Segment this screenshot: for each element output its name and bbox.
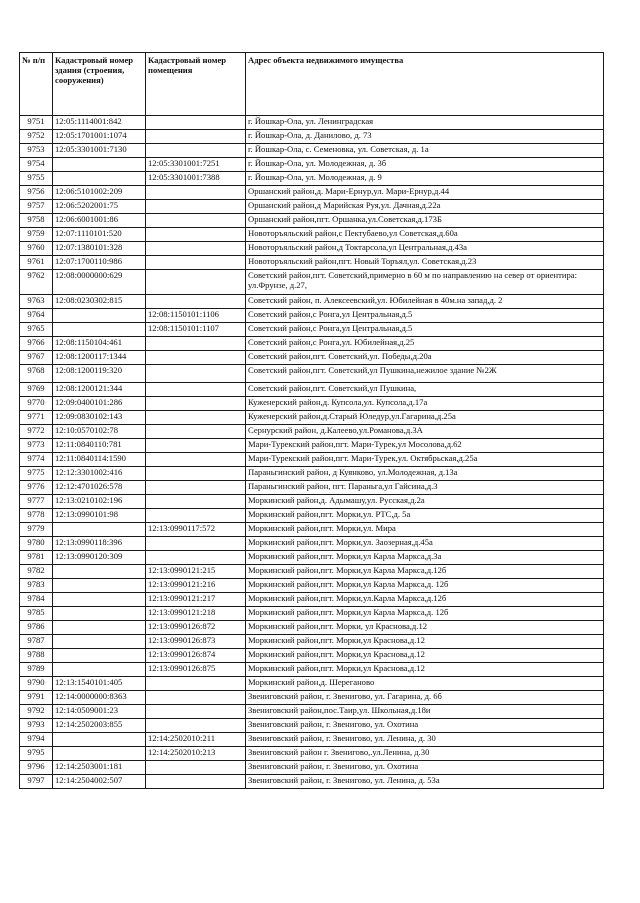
cell-number: 9754 bbox=[20, 158, 53, 172]
cell-building-cadastral bbox=[53, 158, 146, 172]
cell-address: Советский район,с Ронга,ул Центральная,д.5 bbox=[246, 323, 604, 337]
table-row bbox=[20, 270, 604, 295]
cell-address: Моркинский район,пгт. Морки,ул Карла Маркса,д. 12б bbox=[246, 607, 604, 621]
cell-room-cadastral bbox=[146, 144, 246, 158]
cell-building-cadastral bbox=[53, 323, 146, 337]
cell-room-cadastral bbox=[146, 337, 246, 351]
cell-number: 9790 bbox=[20, 677, 53, 691]
cell-number: 9787 bbox=[20, 635, 53, 649]
cell-address: Звениговский район, г. Звенигово, ул. Ленина, д. 30 bbox=[246, 733, 604, 747]
cell-room-cadastral bbox=[146, 214, 246, 228]
cell-building-cadastral bbox=[53, 621, 146, 635]
cell-number: 9756 bbox=[20, 186, 53, 200]
cell-building-cadastral: 12:14:0509001:23 bbox=[53, 705, 146, 719]
cell-room-cadastral bbox=[146, 242, 246, 256]
header-room-cadastral: Кадастровый номер помещения bbox=[146, 53, 246, 116]
cell-room-cadastral bbox=[146, 365, 246, 383]
table-row bbox=[20, 365, 604, 383]
cell-number: 9782 bbox=[20, 565, 53, 579]
table-row bbox=[20, 495, 604, 509]
table-row bbox=[20, 351, 604, 365]
cell-number: 9758 bbox=[20, 214, 53, 228]
cell-number: 9778 bbox=[20, 509, 53, 523]
cell-address: Советский район,пгт. Советский,примерно в 60 м по направлению на север от ориентира: ул.Фрунзе, д.27, bbox=[246, 270, 604, 295]
cell-number: 9779 bbox=[20, 523, 53, 537]
table-row bbox=[20, 453, 604, 467]
cell-building-cadastral bbox=[53, 663, 146, 677]
cell-address: Звениговский район, г. Звенигово, ул. Охотина bbox=[246, 761, 604, 775]
cell-number: 9780 bbox=[20, 537, 53, 551]
cell-room-cadastral bbox=[146, 677, 246, 691]
cell-building-cadastral bbox=[53, 649, 146, 663]
table-row bbox=[20, 309, 604, 323]
cell-number: 9788 bbox=[20, 649, 53, 663]
cell-room-cadastral: 12:08:1150101:1107 bbox=[146, 323, 246, 337]
cell-address: Советский район, п. Алексеевский,ул. Юбилейная в 40м.на запад,д. 2 bbox=[246, 295, 604, 309]
cell-number: 9791 bbox=[20, 691, 53, 705]
cell-building-cadastral bbox=[53, 523, 146, 537]
table-row bbox=[20, 214, 604, 228]
table-row bbox=[20, 649, 604, 663]
table-row bbox=[20, 607, 604, 621]
cell-building-cadastral: 12:05:3301001:7130 bbox=[53, 144, 146, 158]
cell-number: 9783 bbox=[20, 579, 53, 593]
table-row bbox=[20, 337, 604, 351]
table-row bbox=[20, 663, 604, 677]
cell-room-cadastral: 12:13:0990126:874 bbox=[146, 649, 246, 663]
cell-room-cadastral: 12:14:2502010:211 bbox=[146, 733, 246, 747]
cell-building-cadastral: 12:13:0210102:196 bbox=[53, 495, 146, 509]
cell-address: Оршанский район,пгт. Оршанка,ул.Советская,д.173Б bbox=[246, 214, 604, 228]
table-row bbox=[20, 467, 604, 481]
cell-room-cadastral: 12:05:3301001:7251 bbox=[146, 158, 246, 172]
cell-address: г. Йошкар-Ола, ул. Молодежная, д. 9 bbox=[246, 172, 604, 186]
table-row bbox=[20, 635, 604, 649]
cell-building-cadastral bbox=[53, 733, 146, 747]
table-row bbox=[20, 158, 604, 172]
cell-number: 9761 bbox=[20, 256, 53, 270]
cell-address: Советский район,пгт. Советский,ул Пушкина, bbox=[246, 383, 604, 397]
cell-address: Сернурский район, д.Калеево,ул.Романова,д.3А bbox=[246, 425, 604, 439]
table-row bbox=[20, 775, 604, 789]
cell-building-cadastral: 12:11:0840110:781 bbox=[53, 439, 146, 453]
cell-room-cadastral bbox=[146, 295, 246, 309]
cell-address: Мари-Турекский район,пгт. Мари-Турек,ул. Октябрьская,д.25а bbox=[246, 453, 604, 467]
cell-room-cadastral bbox=[146, 481, 246, 495]
cell-building-cadastral bbox=[53, 635, 146, 649]
header-address: Адрес объекта недвижимого имущества bbox=[246, 53, 604, 116]
cell-address: Советский район,с Ронга,ул Центральная,д.5 bbox=[246, 309, 604, 323]
cell-number: 9781 bbox=[20, 551, 53, 565]
cell-address: г. Йошкар-Ола, д. Данилово, д. 73 bbox=[246, 130, 604, 144]
table-row bbox=[20, 200, 604, 214]
cell-address: Куженерский район,д.Старый Юледур,ул.Гагарина,д.25а bbox=[246, 411, 604, 425]
cell-building-cadastral bbox=[53, 172, 146, 186]
cell-address: Моркинский район,пгт. Морки,ул Краснова,д.12 bbox=[246, 635, 604, 649]
cell-room-cadastral bbox=[146, 537, 246, 551]
cell-building-cadastral bbox=[53, 579, 146, 593]
cell-building-cadastral: 12:13:1540101:405 bbox=[53, 677, 146, 691]
table-row bbox=[20, 705, 604, 719]
cell-room-cadastral: 12:13:0990117:572 bbox=[146, 523, 246, 537]
cell-building-cadastral: 12:14:2504002:507 bbox=[53, 775, 146, 789]
cell-address: Оршанский район,д. Мари-Ернур,ул. Мари-Ернур,д.44 bbox=[246, 186, 604, 200]
cell-room-cadastral: 12:14:2502010:213 bbox=[146, 747, 246, 761]
cell-room-cadastral bbox=[146, 256, 246, 270]
cell-address: г. Йошкар-Ола, ул. Молодежная, д. 3б bbox=[246, 158, 604, 172]
cell-building-cadastral bbox=[53, 747, 146, 761]
header-number: № п/п bbox=[20, 53, 53, 116]
cell-number: 9785 bbox=[20, 607, 53, 621]
cell-address: Новоторъяльский район,с Пектубаево,ул Советская,д.60а bbox=[246, 228, 604, 242]
table-row bbox=[20, 593, 604, 607]
cell-building-cadastral: 12:06:6001001:86 bbox=[53, 214, 146, 228]
cell-address: Моркинский район,пгт. Морки,ул.Карла Маркса,д.12б bbox=[246, 593, 604, 607]
cell-room-cadastral: 12:05:3301001:7388 bbox=[146, 172, 246, 186]
table-row bbox=[20, 733, 604, 747]
table-row bbox=[20, 256, 604, 270]
cell-address: Моркинский район,пгт. Морки, ул Краснова,д.12 bbox=[246, 621, 604, 635]
cell-building-cadastral: 12:12:3301002:416 bbox=[53, 467, 146, 481]
cell-number: 9751 bbox=[20, 116, 53, 130]
cell-building-cadastral bbox=[53, 565, 146, 579]
cell-number: 9772 bbox=[20, 425, 53, 439]
cell-building-cadastral: 12:08:1200121:344 bbox=[53, 383, 146, 397]
cell-number: 9794 bbox=[20, 733, 53, 747]
cell-address: Звениговский район г. Звенигово,.ул.Ленина, д.30 bbox=[246, 747, 604, 761]
cell-room-cadastral bbox=[146, 719, 246, 733]
cell-number: 9765 bbox=[20, 323, 53, 337]
cell-address: Моркинский район,пгт. Морки,ул. Заозерная,д.45а bbox=[246, 537, 604, 551]
table-row bbox=[20, 295, 604, 309]
cell-building-cadastral: 12:06:5202001:75 bbox=[53, 200, 146, 214]
cell-room-cadastral bbox=[146, 439, 246, 453]
cell-number: 9769 bbox=[20, 383, 53, 397]
cell-address: Звениговский район,пос.Таир,ул. Школьная,д.18и bbox=[246, 705, 604, 719]
cell-room-cadastral: 12:13:0990126:875 bbox=[146, 663, 246, 677]
cell-building-cadastral: 12:13:0990101:98 bbox=[53, 509, 146, 523]
cell-number: 9766 bbox=[20, 337, 53, 351]
table-row bbox=[20, 383, 604, 397]
cell-address: Моркинский район,пгт. Морки,ул. Мира bbox=[246, 523, 604, 537]
cell-building-cadastral: 12:08:1200117:1344 bbox=[53, 351, 146, 365]
header-building-cadastral: Кадастровый номер здания (строения, сооружения) bbox=[53, 53, 146, 116]
cell-building-cadastral: 12:07:1110101:520 bbox=[53, 228, 146, 242]
table-row bbox=[20, 397, 604, 411]
table-row bbox=[20, 242, 604, 256]
cell-number: 9792 bbox=[20, 705, 53, 719]
table-row bbox=[20, 761, 604, 775]
cell-building-cadastral: 12:10:0570102:78 bbox=[53, 425, 146, 439]
cell-number: 9786 bbox=[20, 621, 53, 635]
cell-number: 9759 bbox=[20, 228, 53, 242]
cell-address: Новоторъяльский район,д Токтарсола,ул Центральная,д.43а bbox=[246, 242, 604, 256]
cell-address: Параньгинский район, пгт. Параньга,ул Гайсина,д.3 bbox=[246, 481, 604, 495]
cell-number: 9768 bbox=[20, 365, 53, 383]
cell-room-cadastral bbox=[146, 453, 246, 467]
table-row bbox=[20, 439, 604, 453]
cell-room-cadastral: 12:13:0990126:873 bbox=[146, 635, 246, 649]
table-body bbox=[20, 116, 604, 789]
cell-building-cadastral: 12:08:1150104:461 bbox=[53, 337, 146, 351]
cell-room-cadastral bbox=[146, 186, 246, 200]
cell-room-cadastral bbox=[146, 509, 246, 523]
table-row bbox=[20, 509, 604, 523]
cell-address: Звениговский район, г. Звенигово, ул. Гагарина, д. 6б bbox=[246, 691, 604, 705]
cell-room-cadastral: 12:13:0990121:215 bbox=[146, 565, 246, 579]
table-row bbox=[20, 565, 604, 579]
cell-address: Моркинский район,пгт. Морки,ул Карла Маркса,д.3а bbox=[246, 551, 604, 565]
cell-room-cadastral: 12:13:0990126:872 bbox=[146, 621, 246, 635]
cell-number: 9774 bbox=[20, 453, 53, 467]
cell-number: 9760 bbox=[20, 242, 53, 256]
table-row bbox=[20, 228, 604, 242]
table-row bbox=[20, 411, 604, 425]
table-row bbox=[20, 130, 604, 144]
cell-address: Моркинский район,пгт. Морки,ул Краснова,д.12 bbox=[246, 663, 604, 677]
cell-number: 9771 bbox=[20, 411, 53, 425]
cell-room-cadastral bbox=[146, 467, 246, 481]
cell-number: 9789 bbox=[20, 663, 53, 677]
cell-building-cadastral: 12:08:0230302:815 bbox=[53, 295, 146, 309]
cell-address: Параньгинский район, д Куянково, ул.Молодежная, д.13а bbox=[246, 467, 604, 481]
table-row bbox=[20, 537, 604, 551]
table-row bbox=[20, 323, 604, 337]
cell-room-cadastral bbox=[146, 761, 246, 775]
cell-number: 9775 bbox=[20, 467, 53, 481]
cell-building-cadastral bbox=[53, 309, 146, 323]
cell-address: Звениговский район, г. Звенигово, ул. Охотина bbox=[246, 719, 604, 733]
table-row bbox=[20, 116, 604, 130]
cell-room-cadastral bbox=[146, 551, 246, 565]
cell-address: Советский район,пгт. Советский,ул. Победы,д.20а bbox=[246, 351, 604, 365]
cell-building-cadastral: 12:09:0830102:143 bbox=[53, 411, 146, 425]
cell-address: Мари-Турекский район,пгт. Мари-Турек,ул Мосолова,д.62 bbox=[246, 439, 604, 453]
table-header-row bbox=[20, 53, 604, 116]
cell-number: 9796 bbox=[20, 761, 53, 775]
cell-number: 9752 bbox=[20, 130, 53, 144]
cell-building-cadastral: 12:09:0400101:286 bbox=[53, 397, 146, 411]
cell-number: 9777 bbox=[20, 495, 53, 509]
cell-address: Моркинский район,пгт. Морки,ул Краснова,д.12 bbox=[246, 649, 604, 663]
cell-address: Моркинский район,пгт. Морки,ул Карла Маркса,д. 12б bbox=[246, 579, 604, 593]
property-registry-table bbox=[19, 52, 604, 789]
cell-number: 9762 bbox=[20, 270, 53, 295]
cell-address: Советский район,с Ронга,ул. Юбилейная,д.25 bbox=[246, 337, 604, 351]
cell-room-cadastral bbox=[146, 351, 246, 365]
cell-address: Советский район,пгт. Советский,ул Пушкина,нежилое здание №2Ж bbox=[246, 365, 604, 383]
table-row bbox=[20, 144, 604, 158]
cell-building-cadastral: 12:05:1114001:842 bbox=[53, 116, 146, 130]
cell-number: 9770 bbox=[20, 397, 53, 411]
cell-number: 9797 bbox=[20, 775, 53, 789]
cell-building-cadastral: 12:07:1380101:328 bbox=[53, 242, 146, 256]
cell-building-cadastral: 12:13:0990120:309 bbox=[53, 551, 146, 565]
cell-building-cadastral bbox=[53, 593, 146, 607]
cell-room-cadastral bbox=[146, 130, 246, 144]
cell-room-cadastral bbox=[146, 691, 246, 705]
cell-building-cadastral: 12:13:0990118:396 bbox=[53, 537, 146, 551]
cell-building-cadastral: 12:05:1701001:1074 bbox=[53, 130, 146, 144]
cell-building-cadastral bbox=[53, 607, 146, 621]
cell-address: г. Йошкар-Ола, с. Семеновка, ул. Советская, д. 1а bbox=[246, 144, 604, 158]
table-row bbox=[20, 691, 604, 705]
table-row bbox=[20, 425, 604, 439]
cell-room-cadastral bbox=[146, 705, 246, 719]
cell-number: 9795 bbox=[20, 747, 53, 761]
cell-address: Моркинский район,д. Шереганово bbox=[246, 677, 604, 691]
table-row bbox=[20, 172, 604, 186]
cell-number: 9757 bbox=[20, 200, 53, 214]
table-row bbox=[20, 621, 604, 635]
cell-address: Новоторъяльский район,пгт. Новый Торъял,ул. Советская,д.23 bbox=[246, 256, 604, 270]
cell-building-cadastral: 12:12:4701026:578 bbox=[53, 481, 146, 495]
cell-number: 9763 bbox=[20, 295, 53, 309]
cell-building-cadastral: 12:14:0000000:8363 bbox=[53, 691, 146, 705]
cell-address: Моркинский район,пгт. Морки,ул Карла Маркса,д.12б bbox=[246, 565, 604, 579]
cell-address: г. Йошкар-Ола, ул. Ленинградская bbox=[246, 116, 604, 130]
cell-address: Моркинский район,д. Адымашу,ул. Русская,д.2а bbox=[246, 495, 604, 509]
table-row bbox=[20, 719, 604, 733]
table-row bbox=[20, 523, 604, 537]
cell-room-cadastral: 12:13:0990121:218 bbox=[146, 607, 246, 621]
cell-number: 9793 bbox=[20, 719, 53, 733]
cell-room-cadastral bbox=[146, 425, 246, 439]
cell-room-cadastral: 12:13:0990121:217 bbox=[146, 593, 246, 607]
cell-room-cadastral bbox=[146, 116, 246, 130]
table-row bbox=[20, 747, 604, 761]
cell-building-cadastral: 12:11:0840114:1590 bbox=[53, 453, 146, 467]
table-row bbox=[20, 186, 604, 200]
table-row bbox=[20, 481, 604, 495]
cell-building-cadastral: 12:08:0000000:629 bbox=[53, 270, 146, 295]
cell-address: Куженерский район,д. Купсола,ул. Купсола,д.17а bbox=[246, 397, 604, 411]
cell-number: 9784 bbox=[20, 593, 53, 607]
cell-room-cadastral bbox=[146, 228, 246, 242]
cell-number: 9755 bbox=[20, 172, 53, 186]
cell-number: 9753 bbox=[20, 144, 53, 158]
cell-room-cadastral bbox=[146, 200, 246, 214]
cell-address: Оршанский район,д Марийская Руя,ул. Дачная,д.22а bbox=[246, 200, 604, 214]
cell-address: Моркинский район,пгт. Морки,ул. РТС,д. 5а bbox=[246, 509, 604, 523]
cell-number: 9773 bbox=[20, 439, 53, 453]
cell-number: 9776 bbox=[20, 481, 53, 495]
cell-building-cadastral: 12:14:2502003:855 bbox=[53, 719, 146, 733]
cell-number: 9764 bbox=[20, 309, 53, 323]
cell-room-cadastral bbox=[146, 495, 246, 509]
cell-building-cadastral: 12:08:1200119:320 bbox=[53, 365, 146, 383]
cell-room-cadastral bbox=[146, 383, 246, 397]
cell-room-cadastral bbox=[146, 270, 246, 295]
cell-building-cadastral: 12:14:2503001:181 bbox=[53, 761, 146, 775]
cell-room-cadastral: 12:13:0990121:216 bbox=[146, 579, 246, 593]
cell-building-cadastral: 12:07:1700110:986 bbox=[53, 256, 146, 270]
cell-room-cadastral: 12:08:1150101:1106 bbox=[146, 309, 246, 323]
cell-room-cadastral bbox=[146, 775, 246, 789]
table-row bbox=[20, 551, 604, 565]
cell-address: Звениговский район, г. Звенигово, ул. Ленина, д. 53а bbox=[246, 775, 604, 789]
cell-room-cadastral bbox=[146, 397, 246, 411]
table-row bbox=[20, 579, 604, 593]
table-row bbox=[20, 677, 604, 691]
cell-room-cadastral bbox=[146, 411, 246, 425]
cell-number: 9767 bbox=[20, 351, 53, 365]
cell-building-cadastral: 12:06:5101002:209 bbox=[53, 186, 146, 200]
